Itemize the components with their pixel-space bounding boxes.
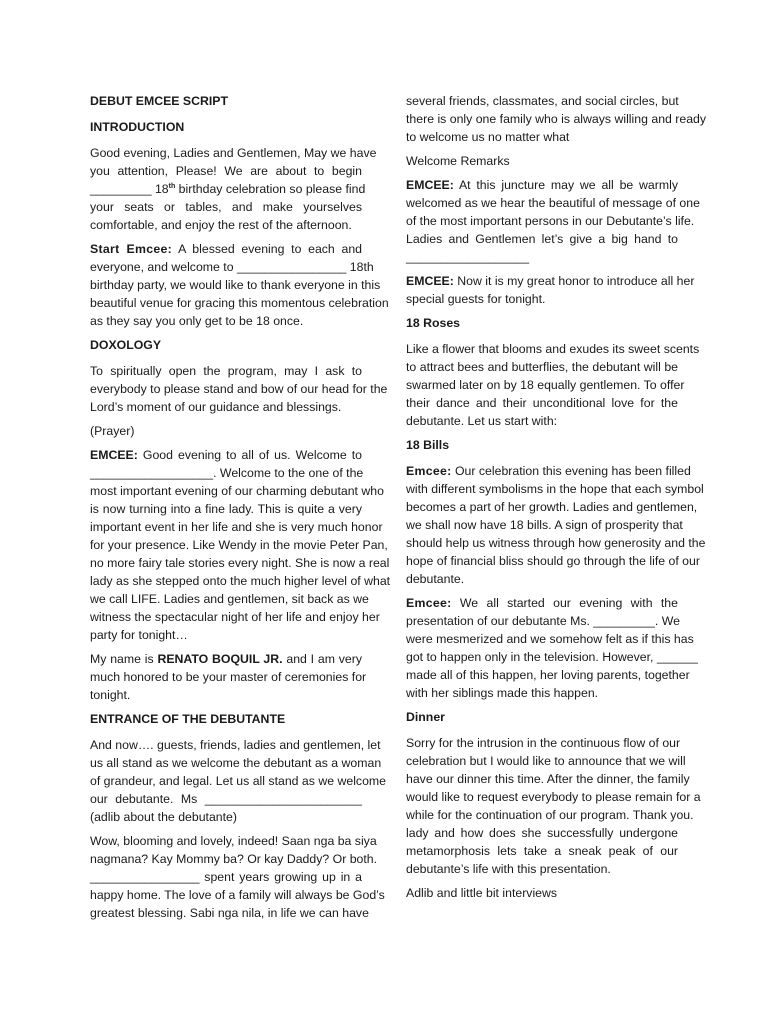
text-line: while for the continuation of our program. Thank you. bbox=[406, 808, 694, 822]
adlib-paragraph bbox=[406, 884, 678, 902]
text-line: beautiful venue for gracing this momentous celebration bbox=[90, 296, 389, 310]
text-line: tonight. bbox=[90, 688, 131, 702]
text-line: ________________ spent years growing up in a bbox=[90, 870, 362, 884]
text-line: And now…. guests, friends, ladies and gentlemen, let bbox=[90, 738, 381, 752]
text-line: much honored to be your master of ceremonies for bbox=[90, 670, 367, 684]
text-line: there is only one family who is always willing and ready bbox=[406, 112, 707, 126]
text-line: Wow, blooming and lovely, indeed! Saan nga ba siya bbox=[90, 834, 377, 848]
text-line: were mesmerized and we somehow felt as if this has bbox=[406, 632, 694, 646]
text-line: greatest blessing. Sabi nga nila, in life we can have bbox=[90, 906, 369, 920]
text-line bbox=[406, 272, 695, 290]
text-line: nagmana? Kay Mommy ba? Or kay Daddy? Or both. bbox=[90, 852, 378, 866]
text-line: __________________ bbox=[406, 250, 530, 264]
text-line: no more fairy tale stories every night. She is now a real bbox=[90, 556, 390, 570]
text-line: debutante. Let us start with: bbox=[406, 414, 558, 428]
text-line: celebration but I would like to announce that we will bbox=[406, 754, 686, 768]
text-line: lady as she stepped onto the much higher level of what bbox=[90, 574, 391, 588]
text-line: swarmed later on by 18 equally gentlemen. To offer bbox=[406, 378, 685, 392]
emcee-welcome-remarks-paragraph bbox=[406, 176, 700, 266]
text-fragment: At this juncture may we all be warmly bbox=[453, 178, 678, 192]
text-line: hope of financial bliss should go through the life of our bbox=[406, 554, 700, 568]
emcee-label: EMCEE: bbox=[406, 274, 454, 288]
text-fragment: and I am very bbox=[282, 652, 362, 666]
emcee-welcome-paragraph bbox=[90, 446, 391, 644]
text-line: we call LIFE. Ladies and gentlemen, sit back as we bbox=[90, 592, 369, 606]
text-line: debutante. bbox=[406, 572, 465, 586]
text-line: have our dinner this time. After the dinner, the family bbox=[406, 772, 690, 786]
emcee-name: RENATO BOQUIL JR. bbox=[157, 652, 283, 666]
right-column bbox=[406, 92, 707, 908]
text-fragment: My name is bbox=[90, 652, 158, 666]
text-fragment: birthday celebration so please find bbox=[175, 182, 366, 196]
continued-paragraph bbox=[406, 92, 707, 146]
text-line bbox=[406, 594, 678, 612]
text-line: birthday party, we would like to thank everyone in this bbox=[90, 278, 381, 292]
roses-heading: 18 Roses bbox=[406, 316, 461, 330]
emcee-label: EMCEE: bbox=[406, 178, 454, 192]
text-line: Sorry for the intrusion in the continuous flow of our bbox=[406, 736, 681, 750]
text-fragment: Good evening to all of us. Welcome to bbox=[137, 448, 362, 462]
emcee-guests-paragraph bbox=[406, 272, 695, 308]
emcee-name-paragraph bbox=[90, 650, 367, 704]
dinner-heading: Dinner bbox=[406, 710, 445, 724]
text-line: To spiritually open the program, may I ask to bbox=[90, 364, 362, 378]
text-line: their dance and their unconditional love for the bbox=[406, 396, 678, 410]
text-line: lady and how does she successfully undergone bbox=[406, 826, 678, 840]
text-line: Ladies and Gentlemen let’s give a big hand to bbox=[406, 232, 678, 246]
start-emcee-paragraph bbox=[90, 240, 389, 330]
introduction-heading: INTRODUCTION bbox=[90, 120, 185, 134]
document-title: DEBUT EMCEE SCRIPT bbox=[90, 94, 229, 108]
text-line: happy home. The love of a family will always be God’s bbox=[90, 888, 385, 902]
text-line: witness the spectacular night of her life and enjoy her bbox=[90, 610, 380, 624]
text-line: us all stand as we welcome the debutant as a woman bbox=[90, 756, 382, 770]
text-line: several friends, classmates, and social circles, but bbox=[406, 94, 679, 108]
text-line: to attract bees and butterflies, the debutant will be bbox=[406, 360, 678, 374]
emcee-label: EMCEE: bbox=[90, 448, 138, 462]
text-line: important event in her life and she is very much honor bbox=[90, 520, 383, 534]
emcee-label: Emcee: bbox=[406, 464, 452, 478]
intro-paragraph bbox=[90, 144, 377, 234]
text-line: would like to request everybody to please remain for a bbox=[406, 790, 701, 804]
doxology-heading: DOXOLOGY bbox=[90, 338, 162, 352]
text-line bbox=[90, 650, 362, 668]
welcome-remarks-label: Welcome Remarks bbox=[406, 154, 510, 168]
text-line: we shall now have 18 bills. A sign of prosperity that bbox=[406, 518, 683, 532]
roses-paragraph bbox=[406, 340, 700, 430]
text-line: welcomed as we hear the beautiful of message of one bbox=[406, 196, 700, 210]
text-line: debutante’s life with this presentation. bbox=[406, 862, 611, 876]
text-line: to welcome us no matter what bbox=[406, 130, 570, 144]
superscript-th: th bbox=[168, 182, 176, 190]
start-emcee-label: Start Emcee: bbox=[90, 242, 173, 256]
text-line: for your presence. Like Wendy in the movie Peter Pan, bbox=[90, 538, 388, 552]
text-line: most important evening of our charming debutant who bbox=[90, 484, 384, 498]
text-line: got to happen only in the television. However, ______ bbox=[406, 650, 698, 664]
text-line: (Prayer) bbox=[90, 424, 135, 438]
text-line: your seats or tables, and make yourselves bbox=[90, 200, 362, 214]
text-line: everybody to please stand and bow of our head for the bbox=[90, 382, 388, 396]
bills-paragraph bbox=[406, 462, 706, 588]
entrance-heading: ENTRANCE OF THE DEBUTANTE bbox=[90, 712, 286, 726]
text-line: presentation of our debutante Ms. _________. We bbox=[406, 614, 680, 628]
dinner-paragraph bbox=[406, 734, 701, 878]
text-line: you attention, Please! We are about to begin bbox=[90, 164, 362, 178]
presentation-paragraph bbox=[406, 594, 698, 702]
wow-paragraph bbox=[90, 832, 385, 922]
text-line: comfortable, and enjoy the rest of the afternoon. bbox=[90, 218, 352, 232]
text-line: __________________. Welcome to the one of the bbox=[90, 466, 364, 480]
text-line: our debutante. Ms _______________________ bbox=[90, 792, 362, 806]
text-line: of grandeur, and legal. Let us all stand as we welcome bbox=[90, 774, 386, 788]
text-line: of the most important persons in our Debutante’s life. bbox=[406, 214, 695, 228]
text-line: with different symbolisms in the hope that each symbol bbox=[406, 482, 704, 496]
doxology-paragraph bbox=[90, 362, 388, 416]
entrance-paragraph bbox=[90, 736, 386, 826]
emcee-label: Emcee: bbox=[406, 596, 452, 610]
text-line: made all of this happen, her loving parents, together bbox=[406, 668, 690, 682]
text-line bbox=[90, 446, 362, 464]
text-line: party for tonight… bbox=[90, 628, 188, 642]
text-line: is now turning into a fine lady. This is quite a very bbox=[90, 502, 362, 516]
text-line: as they say you only get to be 18 once. bbox=[90, 314, 304, 328]
text-fragment: Now it is my great honor to introduce all her bbox=[453, 274, 695, 288]
prayer-paragraph bbox=[90, 422, 362, 440]
text-fragment: A blessed evening to each and bbox=[172, 242, 362, 256]
text-line: should help us witness through how generosity and the bbox=[406, 536, 706, 550]
text-line bbox=[90, 240, 362, 258]
left-column bbox=[90, 92, 391, 928]
bills-heading: 18 Bills bbox=[406, 438, 450, 452]
text-line: Like a flower that blooms and exudes its sweet scents bbox=[406, 342, 700, 356]
text-line bbox=[406, 462, 691, 480]
text-line: Adlib and little bit interviews bbox=[406, 886, 558, 900]
text-line bbox=[406, 176, 678, 194]
blank-18: _________ 18 bbox=[90, 182, 169, 196]
text-line: metamorphosis lets take a sneak peak of our bbox=[406, 844, 678, 858]
text-line: with her siblings made this happen. bbox=[406, 686, 599, 700]
welcome-remarks-paragraph bbox=[406, 152, 678, 170]
text-line: becomes a part of her growth. Ladies and gentlemen, bbox=[406, 500, 698, 514]
text-line: Lord’s moment of our guidance and blessings. bbox=[90, 400, 342, 414]
text-line: special guests for tonight. bbox=[406, 292, 546, 306]
text-line: everyone, and welcome to ________________ 18th bbox=[90, 260, 374, 274]
text-fragment: Our celebration this evening has been filled bbox=[451, 464, 691, 478]
text-line: (adlib about the debutante) bbox=[90, 810, 237, 824]
text-fragment: We all started our evening with the bbox=[451, 596, 678, 610]
text-line bbox=[90, 180, 366, 198]
text-line: Good evening, Ladies and Gentlemen, May we have bbox=[90, 146, 377, 160]
